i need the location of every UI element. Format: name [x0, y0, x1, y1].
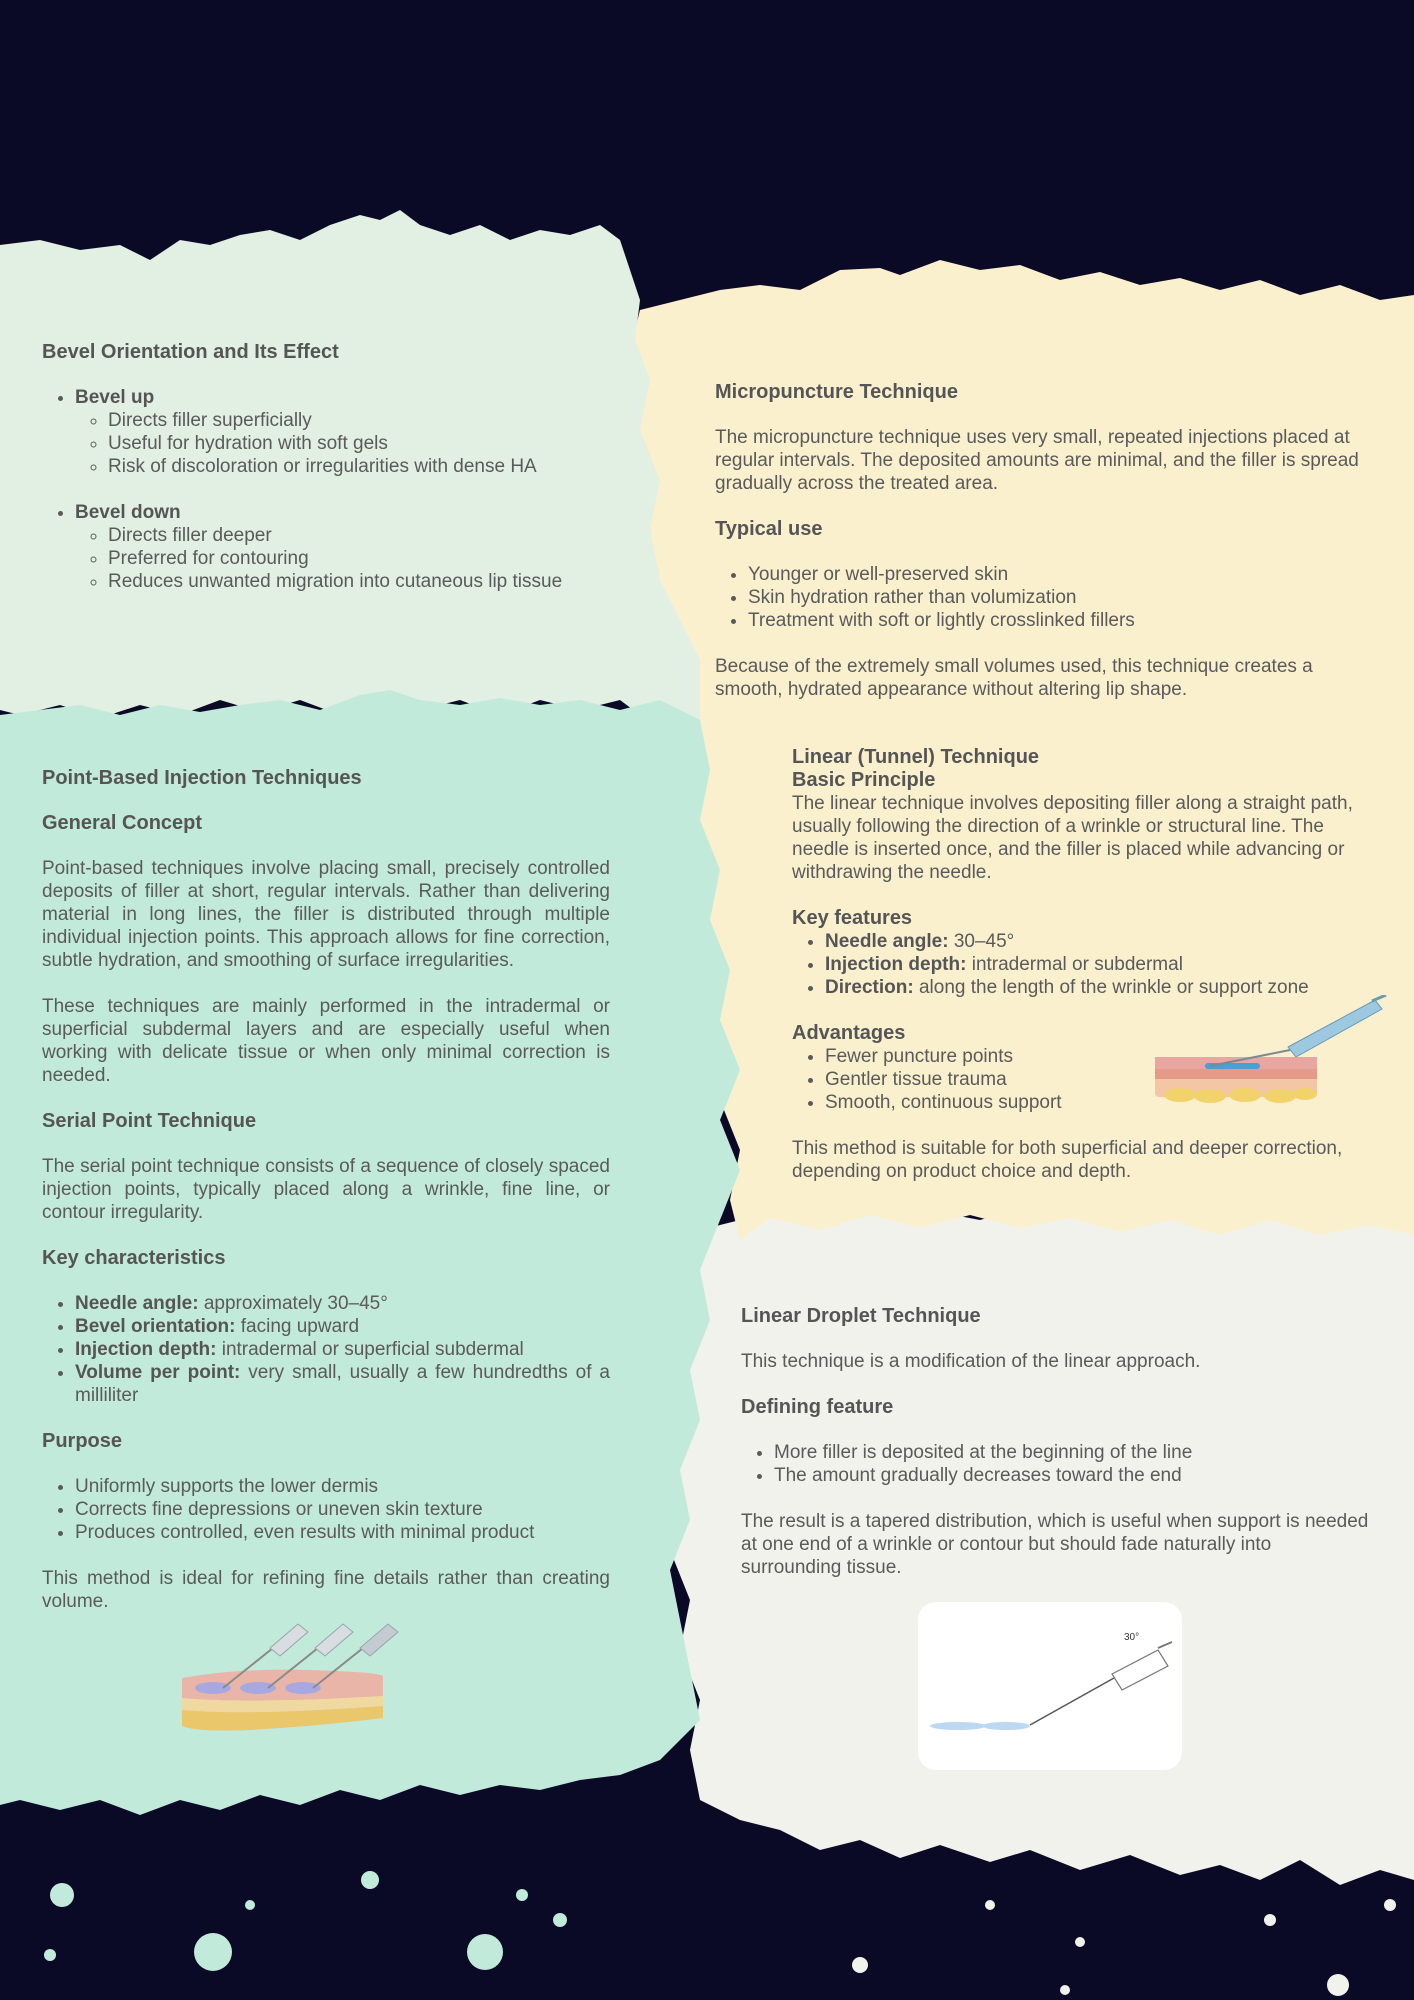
general-p2: These techniques are mainly performed in the intradermal or superficial subdermal layers and are especially useful when working with delicate tissue or when only minimal correction is needed. [42, 996, 610, 1086]
list-item: • Treatment with soft or lightly crosslinked fillers [748, 609, 1365, 632]
features-list [792, 930, 1367, 999]
feature-value: 30–45° [948, 931, 1015, 952]
micropuncture-title: Micropuncture Technique [715, 381, 958, 403]
list-item: • Produces controlled, even results with minimal product [75, 1521, 610, 1544]
key-label: Volume per point: [75, 1362, 241, 1383]
angle-label: 30° [1124, 1632, 1140, 1643]
list-item [75, 1338, 610, 1361]
linear-conclusion: This method is suitable for both superficial and deeper correction, depending on product choice and depth. [792, 1138, 1343, 1182]
feature-label: Needle angle: [825, 931, 949, 952]
droplet-title: Linear Droplet Technique [741, 1305, 981, 1327]
typical-use-list [715, 563, 1365, 632]
key-value: approximately 30–45° [198, 1293, 388, 1314]
bevel-down-sublist [75, 524, 567, 593]
key-label: Needle angle: [75, 1293, 199, 1314]
list-item: ◦ Preferred for contouring [108, 547, 567, 570]
feature-label: Direction: [825, 977, 914, 998]
point-conclusion: This method is ideal for refining fine details rather than creating volume. [42, 1568, 610, 1612]
list-item [825, 953, 1367, 976]
droplet-illustration [918, 1602, 1182, 1770]
point-title: Point-Based Injection Techniques [42, 767, 362, 789]
bevel-down-label: Bevel down [75, 502, 181, 523]
key-value: facing upward [235, 1316, 360, 1337]
list-item: • Skin hydration rather than volumization [748, 586, 1365, 609]
micropuncture-conclusion: Because of the extremely small volumes used, this technique creates a smooth, hydrated appearance without altering lip shape. [715, 656, 1313, 700]
defining-heading: Defining feature [741, 1396, 894, 1418]
list-item: ◦ Useful for hydration with soft gels [108, 432, 567, 455]
feature-value: along the length of the wrinkle or support zone [913, 977, 1309, 998]
linear-section [792, 746, 1367, 1206]
serial-point-illustration [178, 1618, 440, 1738]
list-item: • Smooth, continuous support [825, 1091, 1367, 1114]
bevel-up-item [75, 386, 567, 478]
bevel-title: Bevel Orientation and Its Effect [42, 341, 339, 363]
serial-text: The serial point technique consists of a sequence of closely spaced injection points, typically placed along a wrinkle, fine line, or contour irregularity. [42, 1156, 610, 1223]
bevel-up-label: Bevel up [75, 387, 155, 408]
list-item: • More filler is deposited at the beginning of the line [774, 1441, 1376, 1464]
list-item: • Uniformly supports the lower dermis [75, 1475, 610, 1498]
linear-syringe-illustration [1150, 995, 1390, 1105]
feature-value: intradermal or subdermal [966, 954, 1183, 975]
general-p1: Point-based techniques involve placing small, precisely controlled deposits of filler at short, regular intervals. Rather than delivering material in long lines, the filler is distributed through multiple individual injection points. This approach allows for fine correction, subtle hydration, and smoothing of surface irregularities. [42, 858, 610, 971]
features-heading: Key features [792, 907, 913, 929]
list-item: ◦ Directs filler deeper [108, 524, 567, 547]
micropuncture-intro: The micropuncture technique uses very small, repeated injections placed at regular intervals. The deposited amounts are minimal, and the filler is spread gradually across the treated area. [715, 427, 1359, 494]
purpose-list [42, 1475, 610, 1544]
list-item: ◦ Reduces unwanted migration into cutaneous lip tissue [108, 570, 567, 593]
key-label: Injection depth: [75, 1339, 217, 1360]
linear-title: Linear (Tunnel) Technique [792, 746, 1040, 768]
bevel-list-down [42, 501, 567, 593]
key-list [42, 1292, 610, 1407]
droplet-intro: This technique is a modification of the linear approach. [741, 1351, 1201, 1372]
droplet-syringe-drawing [918, 1602, 1182, 1770]
key-heading: Key characteristics [42, 1247, 226, 1269]
droplet-section [741, 1305, 1376, 1602]
feature-label: Injection depth: [825, 954, 967, 975]
key-value: very small, usually a few hundredths of a milliliter [75, 1362, 610, 1406]
list-item: • Gentler tissue trauma [825, 1068, 1367, 1091]
list-item: • Corrects fine depressions or uneven skin texture [75, 1498, 610, 1521]
point-section [42, 767, 610, 1636]
principle-text: The linear technique involves depositing filler along a straight path, usually following the direction of a wrinkle or structural line. The needle is inserted once, and the filler is placed while advancing or withdrawing the needle. [792, 793, 1353, 883]
principle-heading: Basic Principle [792, 769, 936, 791]
list-item [75, 1292, 610, 1315]
droplet-conclusion: The result is a tapered distribution, which is useful when support is needed at one end of a wrinkle or contour but should fade naturally into surrounding tissue. [741, 1511, 1369, 1578]
general-heading: General Concept [42, 812, 203, 834]
serial-heading: Serial Point Technique [42, 1110, 257, 1132]
list-item: • Younger or well-preserved skin [748, 563, 1365, 586]
list-item: • Fewer puncture points [825, 1045, 1367, 1068]
bevel-up-sublist [75, 409, 567, 478]
bevel-section [42, 341, 567, 616]
micropuncture-section [715, 381, 1365, 724]
list-item [825, 930, 1367, 953]
list-item: ◦ Directs filler superficially [108, 409, 567, 432]
list-item: • The amount gradually decreases toward the end [774, 1464, 1376, 1487]
list-item [75, 1361, 610, 1407]
purpose-heading: Purpose [42, 1430, 123, 1452]
list-item [75, 1315, 610, 1338]
bevel-list [42, 386, 567, 478]
typical-use-heading: Typical use [715, 518, 823, 540]
bevel-down-item [75, 501, 567, 593]
list-item: ◦ Risk of discoloration or irregularities with dense HA [108, 455, 567, 478]
key-label: Bevel orientation: [75, 1316, 236, 1337]
defining-list [741, 1441, 1376, 1487]
key-value: intradermal or superficial subdermal [216, 1339, 524, 1360]
advantages-heading: Advantages [792, 1022, 906, 1044]
